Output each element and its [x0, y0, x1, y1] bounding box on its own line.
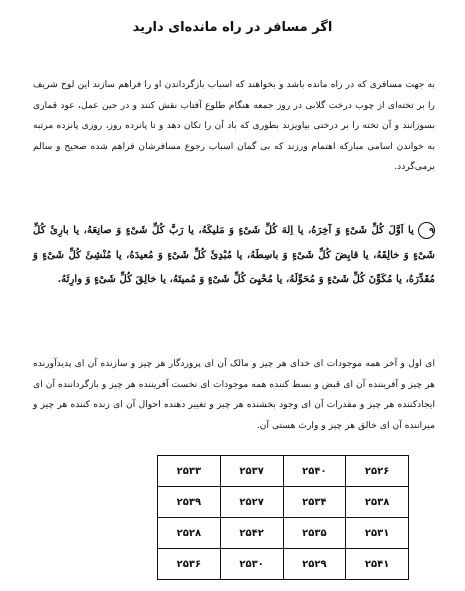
- table-cell: ۲۵۳۶: [158, 549, 221, 580]
- table-row: [158, 487, 409, 518]
- table-cell: ۲۵۴۰: [283, 456, 346, 487]
- table-cell: ۲۵۴۲: [220, 518, 283, 549]
- intro-paragraph: به جهت مسافری که در راه مانده باشد و بخواهند که اسباب بازگرداندن او را فراهم سازند این لوح شریف را بر تخته‌ای از چوب درخت گلابی در روز جمعه هنگام طلوع آفتاب نقش کنند و در حین عمل، عود قماری بسوزانند و آن تخته را بر درختی بیاویزند بطوری که باد آن را تکان دهد و تا پانزده روز، روزی پانزده مرتبه به خواندن اسامی مبارکه اهتمام ورزند که بی گمان اسباب رجوع مسافرشان فراهم شده صحیح و سالم برمی‌گردد.: [33, 79, 435, 173]
- table-row: [158, 549, 409, 580]
- verse-text: یا اَوَّلَ کُلِّ شَیْءٍ وَ آخِرَهُ، یا اِلهَ کُلِّ شَیْءٍ وَ مَلیکَهُ، یا رَبَّ کُلِّ شَیْءٍ وَ صانِعَهُ، یا بارِئَ کُلِّ شَیْءٍ وَ خالِقَهُ، یا قابِضَ کُلِّ شَیْءٍ وَ باسِطَهُ، یا مُبْدِئَ کُلِّ شَیْءٍ وَ مُعیدَهُ، یا مُنْشِئَ کُلِّ شَیْءٍ وَ مُقَدِّرَهُ، یا مُکَوِّنَ کُلِّ شَیْءٍ وَ مُحَوِّلَهُ، یا مُحْیِیَ کُلِّ شَیْءٍ وَ مُمیتَهُ، یا خالِقَ کُلِّ شَیْءٍ وَ وارِثَهُ.: [33, 224, 435, 286]
- table-cell: ۲۵۳۸: [346, 487, 409, 518]
- table-cell: ۲۵۳۴: [283, 487, 346, 518]
- verse-paragraph: [33, 218, 435, 292]
- table-cell: ۲۵۳۰: [220, 549, 283, 580]
- table-row: [158, 518, 409, 549]
- table-cell: ۲۵۳۵: [283, 518, 346, 549]
- table-cell: ۲۵۲۹: [283, 549, 346, 580]
- magic-square-table: [157, 455, 409, 580]
- table-cell: ۲۵۴۱: [346, 549, 409, 580]
- table-row: [158, 456, 409, 487]
- page-title: اگر مسافر در راه مانده‌ای دارید: [132, 20, 333, 35]
- verse-number-badge: ۹: [418, 222, 435, 239]
- table-cell: ۲۵۲۶: [346, 456, 409, 487]
- table-cell: ۲۵۳۹: [158, 487, 221, 518]
- table-cell: ۲۵۳۳: [158, 456, 221, 487]
- table-cell: ۲۵۲۸: [158, 518, 221, 549]
- table-cell: ۲۵۲۷: [220, 487, 283, 518]
- translation-paragraph: ای اول و آخر همه موجودات ای خدای هر چیز و مالک آن ای پروردگار هر چیز و سازنده آن ای پدیدآورنده هر چیز و آفریننده آن ای قبض و بسط کننده همه موجودات ای نخست آفریننده هر چیز و بازگرداننده آن ای ایجادکننده هر چیز و مقدرات آن ای وجود بخشنده هر چیز و تغییر دهنده احوال آن ای زنده کننده هر چیز و میراننده آن ای خالق هر چیز و وارث هستی آن.: [33, 358, 435, 431]
- table-cell: ۲۵۳۷: [220, 456, 283, 487]
- table-cell: ۲۵۳۱: [346, 518, 409, 549]
